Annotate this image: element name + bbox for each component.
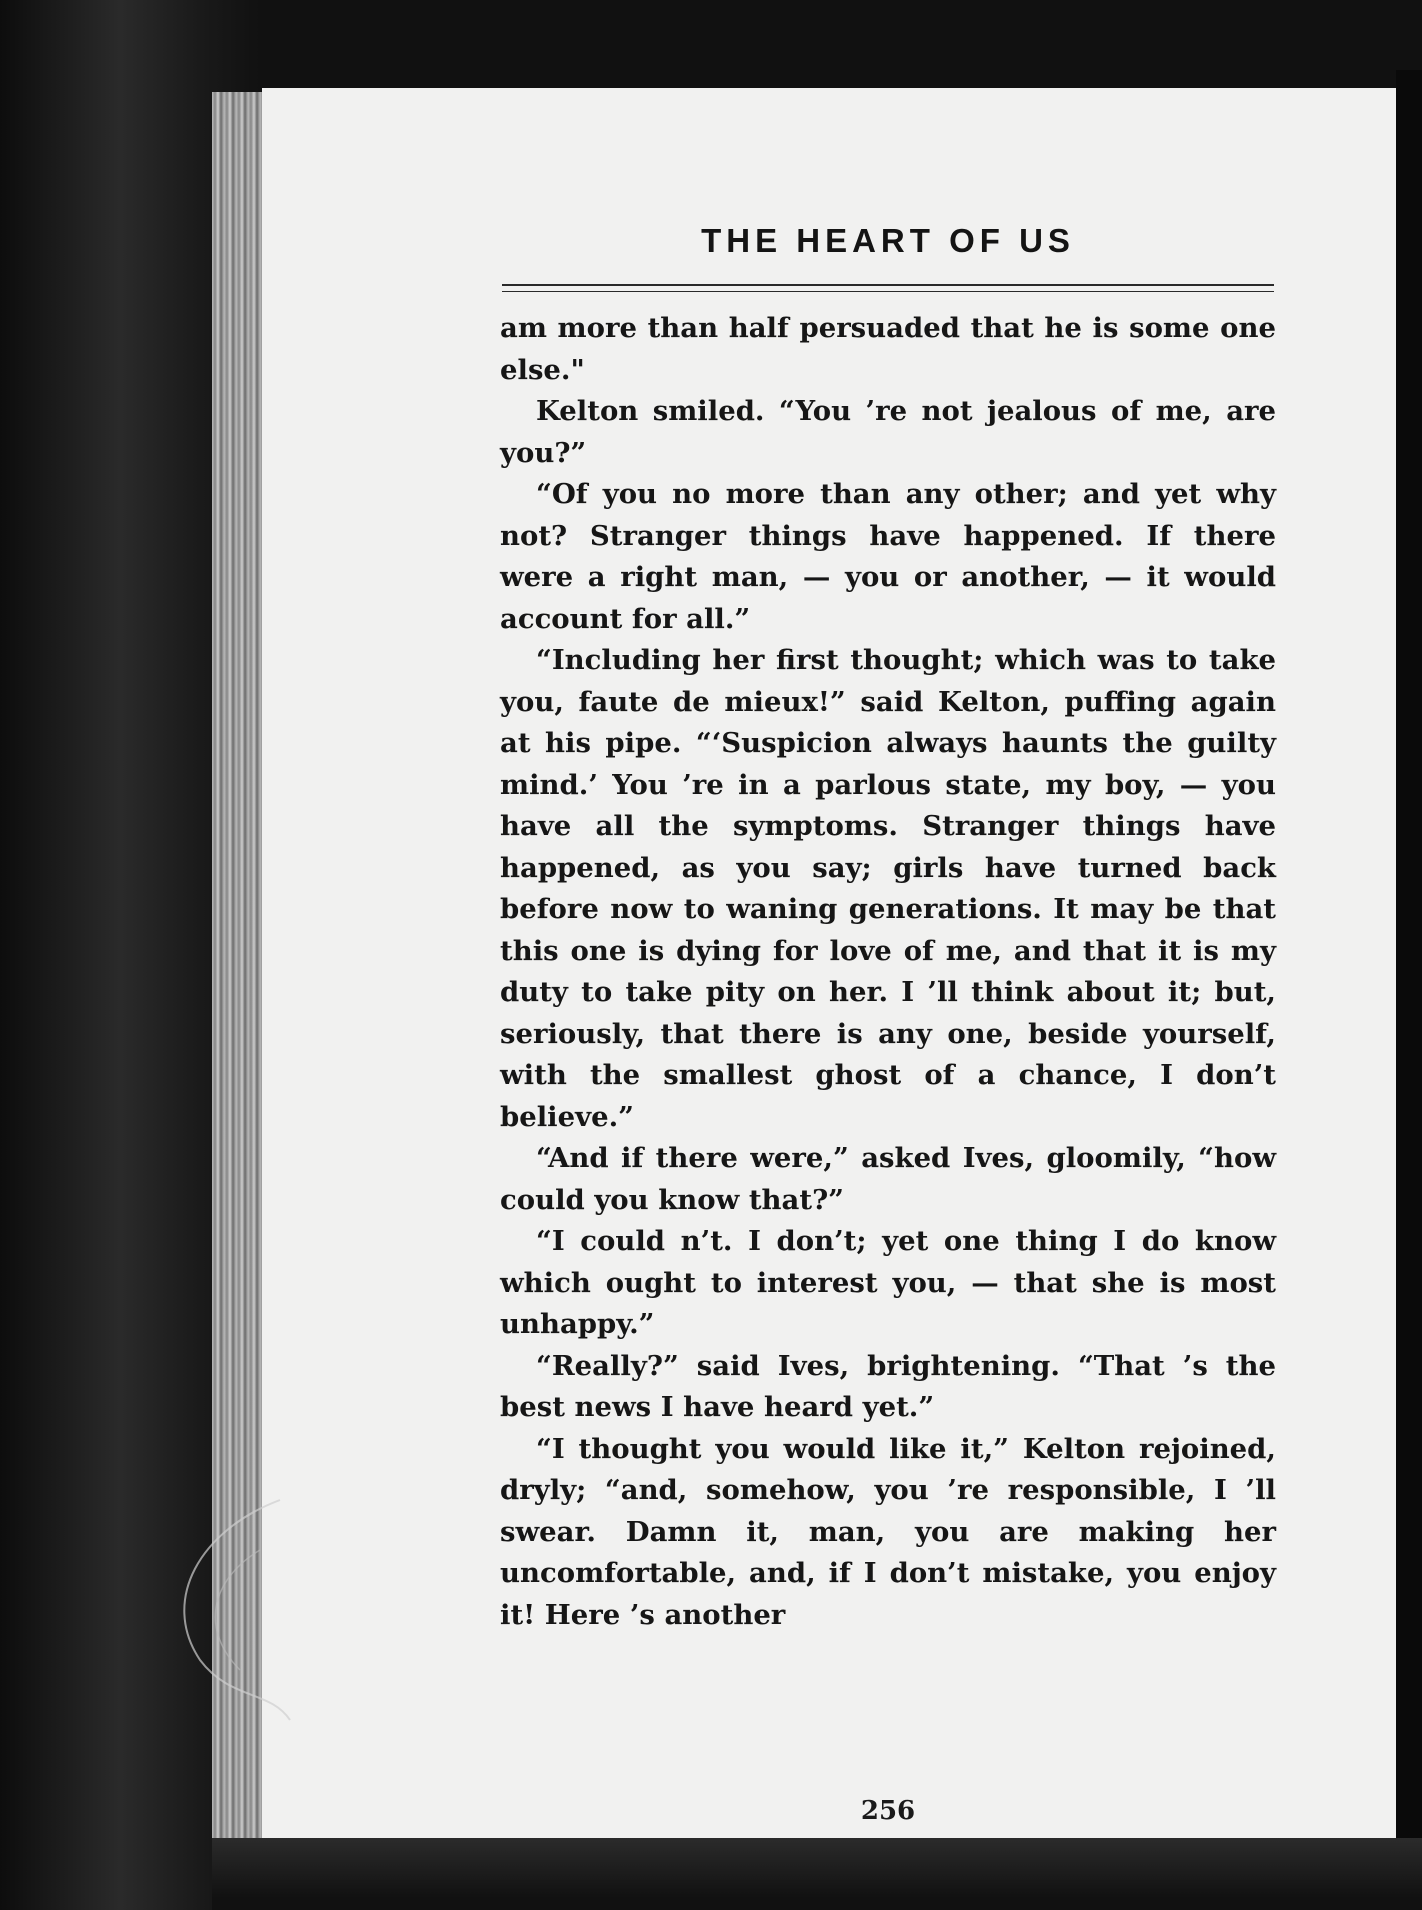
page-bottom-shadow [212,1838,1422,1910]
paragraph: “I could n’t. I don’t; yet one thing I do know which ought to interest you, — that she is most unhappy.” [500,1225,1276,1340]
paragraph: “Of you no more than any other; and yet why not? Stranger things have happened. If there were a right man, — you or another, — it would account for all.” [500,478,1276,635]
page-right-edge [1396,70,1422,1870]
paragraph: “And if there were,” asked Ives, gloomily, “how could you know that?” [500,1142,1276,1216]
header-rule-thin [502,291,1274,292]
page-curl-mark [140,1490,300,1730]
body-text [500,308,1276,1636]
running-head: THE HEART OF US [701,222,1075,259]
header-rule [502,284,1274,286]
paragraph: “I thought you would like it,” Kelton rejoined, dryly; “and, somehow, you ’re responsible, I ’ll swear. Damn it, man, you are making her uncomfortable, and, if I don’t mistake, you enjoy it! Here ’s another [500,1432,1276,1631]
paragraph: Kelton smiled. “You ’re not jealous of me, are you?” [500,395,1276,469]
paragraph: am more than half persuaded that he is some one else." [500,312,1276,386]
page-number: 256 [860,1796,916,1826]
paragraph: “Including her first thought; which was to take you, faute de mieux!” said Kelton, puffing again at his pipe. “‘Suspicion always haunts the guilty mind.’ You ’re in a parlous state, my boy, — you have all the symptoms. Stranger things have happened, as you say; girls have turned back before now to waning generations. It may be that this one is dying for love of me, and that it is my duty to take pity on her. I ’ll think about it; but, seriously, that there is any one, beside yourself, with the smallest ghost of a chance, I don’t believe.” [500,644,1276,1133]
paragraph: “Really?” said Ives, brightening. “That ’s the best news I have heard yet.” [500,1349,1276,1423]
